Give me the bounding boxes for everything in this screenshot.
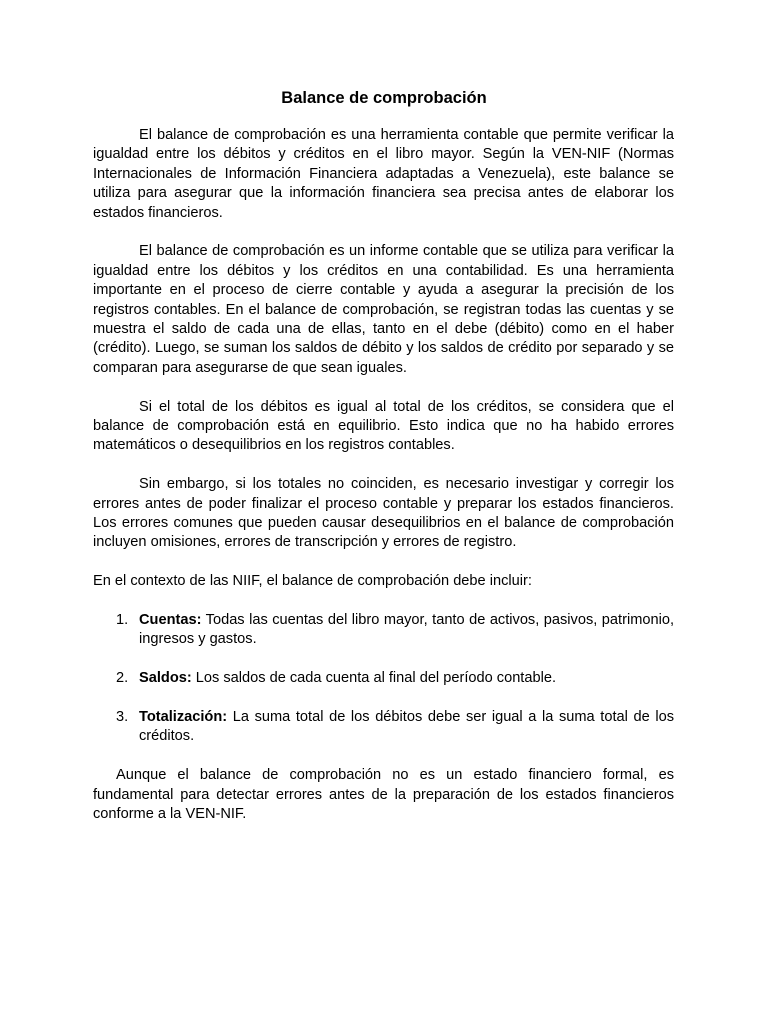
paragraph-equilibrium: Si el total de los débitos es igual al total de los créditos, se considera que el balance de comprobación está en equilibrio. Esto indica que no ha habido errores matemáticos o desequilibrios en los registros contables. xyxy=(93,398,674,454)
list-item-term: Totalización: xyxy=(139,709,228,726)
paragraph-report-description: El balance de comprobación es un informe contable que se utiliza para verificar la igualdad entre los débitos y los créditos en una contabilidad. Es una herramienta importante en el proceso de cierre contable y ayuda a asegurar la precisión de los registros contables. En el balance de comprobación, se registran todas las cuentas y se muestra el saldo de cada una de ellas, tanto en el debe (débito) como en el haber (crédito). Luego, se suman los saldos de débito y los saldos de crédito por separado y se comparan para asegurarse de que sean iguales. xyxy=(93,243,674,376)
document-body xyxy=(93,126,674,844)
list-item-saldos xyxy=(93,669,674,688)
paragraph-errors: Sin embargo, si los totales no coinciden, es necesario investigar y corregir los errores antes de poder finalizar el proceso contable y preparar los estados financieros. Los errores comunes que pueden causar desequilibrios en el balance de comprobación incluyen omisiones, errores de transcripción y errores de registro. xyxy=(93,476,674,551)
document-title: Balance de comprobación xyxy=(281,89,487,107)
list-intro: En el contexto de las NIIF, el balance de comprobación debe incluir: xyxy=(93,573,532,590)
list-item-text: La suma total de los débitos debe ser igual a la suma total de los créditos. xyxy=(139,709,674,745)
list-item-text: Los saldos de cada cuenta al final del período contable. xyxy=(191,670,557,687)
list-item-cuentas xyxy=(93,611,674,650)
list-item-term: Cuentas: xyxy=(139,612,202,629)
paragraph-conclusion: Aunque el balance de comprobación no es un estado financiero formal, es fundamental para detectar errores antes de la preparación de los estados financieros conforme a la VEN-NIF. xyxy=(93,767,674,823)
list-item-number: 2. xyxy=(116,670,129,687)
requirements-list xyxy=(93,611,674,747)
list-item-number: 3. xyxy=(116,709,129,726)
list-item-number: 1. xyxy=(116,612,129,629)
paragraph-definition: El balance de comprobación es una herramienta contable que permite verificar la igualdad entre los débitos y créditos en el libro mayor. Según la VEN-NIF (Normas Internacionales de Información Financiera adaptadas a Venezuela), este balance se utiliza para asegurar que la información financiera sea precisa antes de elaborar los estados financieros. xyxy=(93,127,674,221)
list-item-totalizacion xyxy=(93,708,674,747)
list-item-text: Todas las cuentas del libro mayor, tanto de activos, pasivos, patrimonio, ingresos y gastos. xyxy=(139,612,674,648)
list-item-term: Saldos: xyxy=(139,670,192,687)
